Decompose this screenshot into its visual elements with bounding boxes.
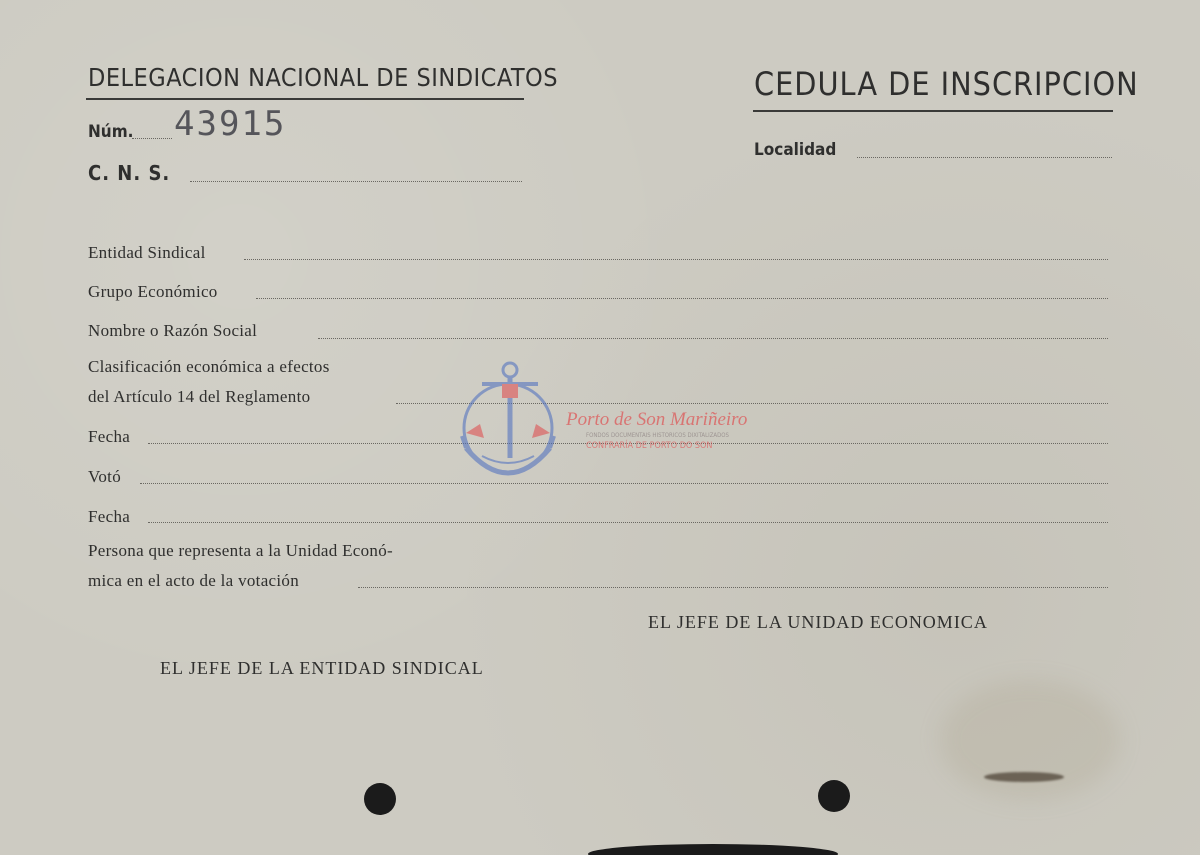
signature-jefe-entidad-sindical: EL JEFE DE LA ENTIDAD SINDICAL xyxy=(160,658,484,678)
watermark-title: Porto de Son Mariñeiro xyxy=(566,409,748,430)
field-voto-label: Votó xyxy=(88,467,122,486)
watermark-org: CONFRARÍA DE PORTO DO SON xyxy=(586,441,713,451)
cns-dotline xyxy=(190,181,522,182)
field-nombre-razon-social-label: Nombre o Razón Social xyxy=(88,321,258,340)
field-clasificacion-label-line2: del Artículo 14 del Reglamento xyxy=(88,387,311,406)
binder-clip-shadow xyxy=(588,844,838,855)
field-nombre-razon-social-line xyxy=(318,338,1108,339)
field-voto-line xyxy=(140,483,1108,484)
field-grupo-economico-label: Grupo Económico xyxy=(88,282,218,301)
signature-jefe-unidad-economica: EL JEFE DE LA UNIDAD ECONOMICA xyxy=(648,612,988,632)
field-grupo-economico-line xyxy=(256,298,1108,299)
field-fecha-2-label: Fecha xyxy=(88,507,131,526)
anchor-seal-watermark xyxy=(458,358,558,490)
form-title-underline xyxy=(753,110,1113,112)
organization-heading: DELEGACION NACIONAL DE SINDICATOS xyxy=(88,63,559,92)
watermark-subtitle: FONDOS DOCUMENTAIS HISTÓRICOS DIXITALIZADOS xyxy=(586,432,729,439)
paper-stain xyxy=(940,680,1120,800)
field-entidad-sindical-line xyxy=(244,259,1108,260)
field-persona-label-line1: Persona que representa a la Unidad Econó- xyxy=(88,541,393,560)
field-fecha-2-line xyxy=(148,522,1108,523)
registration-number: 43915 xyxy=(174,104,287,144)
num-label: Núm. xyxy=(88,122,134,142)
localidad-label: Localidad xyxy=(754,140,837,160)
localidad-dotline xyxy=(857,157,1112,158)
field-clasificacion-label-line1: Clasificación económica a efectos xyxy=(88,357,330,376)
field-persona-label-line2: mica en el acto de la votación xyxy=(88,571,300,590)
field-entidad-sindical-label: Entidad Sindical xyxy=(88,243,206,262)
num-dotline xyxy=(132,138,172,139)
punch-hole-right xyxy=(818,780,850,812)
form-title: CEDULA DE INSCRIPCION xyxy=(754,65,1139,103)
field-persona-line xyxy=(358,587,1108,588)
cns-label: C. N. S. xyxy=(88,161,171,185)
field-fecha-1-label: Fecha xyxy=(88,427,131,446)
punch-hole-left xyxy=(364,783,396,815)
organization-underline xyxy=(86,98,524,100)
